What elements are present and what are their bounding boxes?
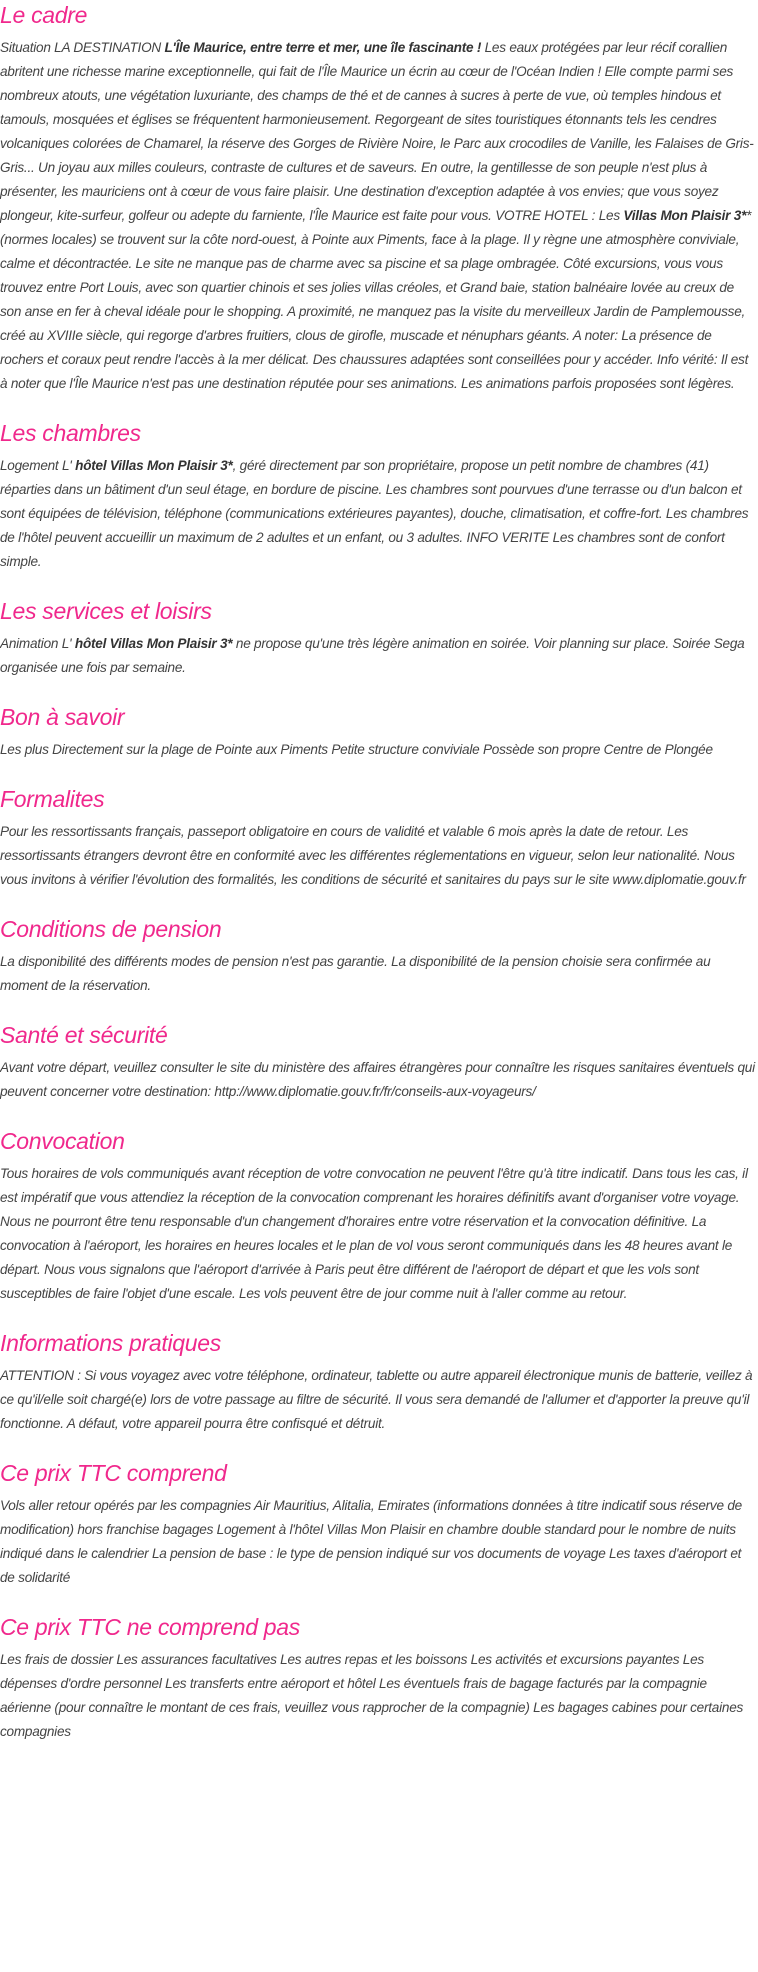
section-title: Bon à savoir	[0, 704, 125, 730]
section-body	[0, 1056, 756, 1104]
section-body	[0, 820, 756, 892]
section-prix-ne-comprend-pas	[0, 1612, 756, 1744]
body-text: Pour les ressortissants français, passeport obligatoire en cours de validité et valable 6 mois après la date de retour. Les ressortissants étrangers devront être en conformité avec les différentes réglementations en vigueur, selon leur nationalité. Nous vous invitons à vérifier l'évolution des formalités, les conditions de sécurité et sanitaires du pays sur le site www.diplomatie.gouv.fr	[0, 824, 746, 887]
section-body	[0, 1162, 756, 1306]
section-body	[0, 1364, 756, 1436]
section-body	[0, 950, 756, 998]
body-text: Logement L'	[0, 458, 76, 473]
section-title: Ce prix TTC comprend	[0, 1460, 227, 1486]
body-text-bold: L'Île Maurice, entre terre et mer, une île fascinante !	[164, 40, 482, 55]
section-formalites	[0, 784, 756, 892]
section-prix-comprend	[0, 1458, 756, 1590]
body-text: Avant votre départ, veuillez consulter le site du ministère des affaires étrangères pour connaître les risques sanitaires éventuels qui peuvent concerner votre destination: http://www.diplomatie.gouv.fr/fr/conseils-aux-voyageurs/	[0, 1060, 755, 1099]
section-title: Les services et loisirs	[0, 598, 212, 624]
section-body	[0, 1494, 756, 1590]
section-title: Le cadre	[0, 2, 88, 28]
section-body	[0, 36, 756, 396]
body-text: Tous horaires de vols communiqués avant réception de votre convocation ne peuvent l'être qu'à titre indicatif. Dans tous les cas, il est impératif que vous attendiez la réception de la convocation comprenant les horaires définitifs avant d'organiser votre voyage. Nous ne pourront être tenu responsable d'un changement d'horaires entre votre réservation et la convocation définitive. La convocation à l'aéroport, les horaires en heures locales et le plan de vol vous seront communiqués dans les 48 heures avant le départ. Nous vous signalons que l'aéroport d'arrivée à Paris peut être différent de l'aéroport de départ et que les vols sont susceptibles de faire l'objet d'une escale. Les vols peuvent être de jour comme nuit à l'aller comme au retour.	[0, 1166, 748, 1301]
section-services-loisirs	[0, 596, 756, 680]
section-informations-pratiques	[0, 1328, 756, 1436]
section-sante-securite	[0, 1020, 756, 1104]
section-title: Ce prix TTC ne comprend pas	[0, 1614, 300, 1640]
body-text: Situation LA DESTINATION	[0, 40, 165, 55]
section-body	[0, 632, 756, 680]
body-text: Les frais de dossier Les assurances facultatives Les autres repas et les boissons Les activités et excursions payantes Les dépenses d'ordre personnel Les transferts entre aéroport et hôtel Les éventuels frais de bagage facturés par la compagnie aérienne (pour connaître le montant de ces frais, veuillez vous rapprocher de la compagnie) Les bagages cabines pour certaines compagnies	[0, 1652, 744, 1739]
section-title: Informations pratiques	[0, 1330, 221, 1356]
section-title: Formalites	[0, 786, 105, 812]
body-text: Vols aller retour opérés par les compagnies Air Mauritius, Alitalia, Emirates (informations données à titre indicatif sous réserve de modification) hors franchise bagages Logement à l'hôtel Villas Mon Plaisir en chambre double standard pour le nombre de nuits indiqué dans le calendrier La pension de base : le type de pension indiqué sur vos documents de voyage Les taxes d'aéroport et de solidarité	[0, 1498, 742, 1585]
hotel-name-bold: Villas Mon Plaisir 3*	[623, 208, 747, 223]
section-bon-a-savoir	[0, 702, 756, 762]
body-text: * (normes locales) se trouvent sur la côte nord-ouest, à Pointe aux Piments, face à la plage. Il y règne une atmosphère conviviale, calme et décontractée. Le site ne manque pas de charme avec sa piscine et sa plage ombragée. Côté excursions, vous vous trouvez entre Port Louis, avec son quartier chinois et ses jolies villas créoles, et Grand baie, station balnéaire lovée au creux de son anse en fer à cheval idéale pour le shopping. A proximité, ne manquez pas la visite du merveilleux Jardin de Pamplemousse, créé au XVIIIe siècle, qui regorge d'arbres fruitiers, clous de girofle, muscade et nénuphars géants. A noter: La présence de rochers et coraux peut rendre l'accès à la mer délicat. Des chaussures adaptées sont conseillées pour y accéder. Info vérité: Il est à noter que l'Île Maurice n'est pas une destination réputée pour ses animations. Les animations parfois proposées sont légères.	[0, 208, 752, 391]
section-title: Santé et sécurité	[0, 1022, 168, 1048]
section-le-cadre	[0, 0, 756, 396]
body-text: ATTENTION : Si vous voyagez avec votre téléphone, ordinateur, tablette ou autre appareil électronique munis de batterie, veillez à ce qu'il/elle soit chargé(e) lors de votre passage au filtre de sécurité. Il vous sera demandé de l'allumer et d'apporter la preuve qu'il fonctionne. A défaut, votre appareil pourra être confisqué et détruit.	[0, 1368, 753, 1431]
section-conditions-pension	[0, 914, 756, 998]
body-text: Animation L'	[0, 636, 75, 651]
body-text: Les plus Directement sur la plage de Pointe aux Piments Petite structure conviviale Possède son propre Centre de Plongée	[0, 742, 713, 757]
section-les-chambres	[0, 418, 756, 574]
hotel-name-bold: hôtel Villas Mon Plaisir 3*	[75, 458, 233, 473]
section-convocation	[0, 1126, 756, 1306]
section-body	[0, 738, 756, 762]
hotel-name-bold: hôtel Villas Mon Plaisir 3*	[74, 636, 233, 651]
section-title: Convocation	[0, 1128, 125, 1154]
body-text: ne propose qu'une très légère animation en soirée. Voir planning sur place. Soirée Sega organisée une fois par semaine.	[0, 636, 745, 675]
section-body	[0, 1648, 756, 1744]
body-text: Les eaux protégées par leur récif corallien abritent une richesse marine exceptionnelle, qui fait de l'Île Maurice un écrin au cœur de l'Océan Indien ! Elle compte parmi ses nombreux atouts, une végétation luxuriante, des champs de thé et de cannes à sucres à perte de vue, où temples hindous et tamouls, mosquées et églises se fréquentent harmonieusement. Regorgeant de sites touristiques étonnants tels les cendres volcaniques colorées de Chamarel, la réserve des Gorges de Rivière Noire, le Parc aux crocodiles de Vanille, les Falaises de Gris-Gris... Un joyau aux milles couleurs, contraste de cultures et de saveurs. En outre, la gentillesse de son peuple n'est plus à présenter, les mauriciens ont à cœur de vous faire plaisir. Une destination d'exception adaptée à vos envies; que vous soyez plongeur, kite-surfeur, golfeur ou adepte du farniente, l'Île Maurice est faite pour vous. VOTRE HOTEL : Les	[0, 40, 754, 223]
section-title: Les chambres	[0, 420, 141, 446]
body-text: , géré directement par son propriétaire, propose un petit nombre de chambres (41) réparties dans un bâtiment d'un seul étage, en bordure de piscine. Les chambres sont pourvues d'une terrasse ou d'un balcon et sont équipées de télévision, téléphone (communications extérieures payantes), douche, climatisation, et coffre-fort. Les chambres de l'hôtel peuvent accueillir un maximum de 2 adultes et un enfant, ou 3 adultes. INFO VERITE Les chambres sont de confort simple.	[0, 458, 749, 569]
section-title: Conditions de pension	[0, 916, 222, 942]
section-body	[0, 454, 756, 574]
body-text: La disponibilité des différents modes de pension n'est pas garantie. La disponibilité de la pension choisie sera confirmée au moment de la réservation.	[0, 954, 711, 993]
